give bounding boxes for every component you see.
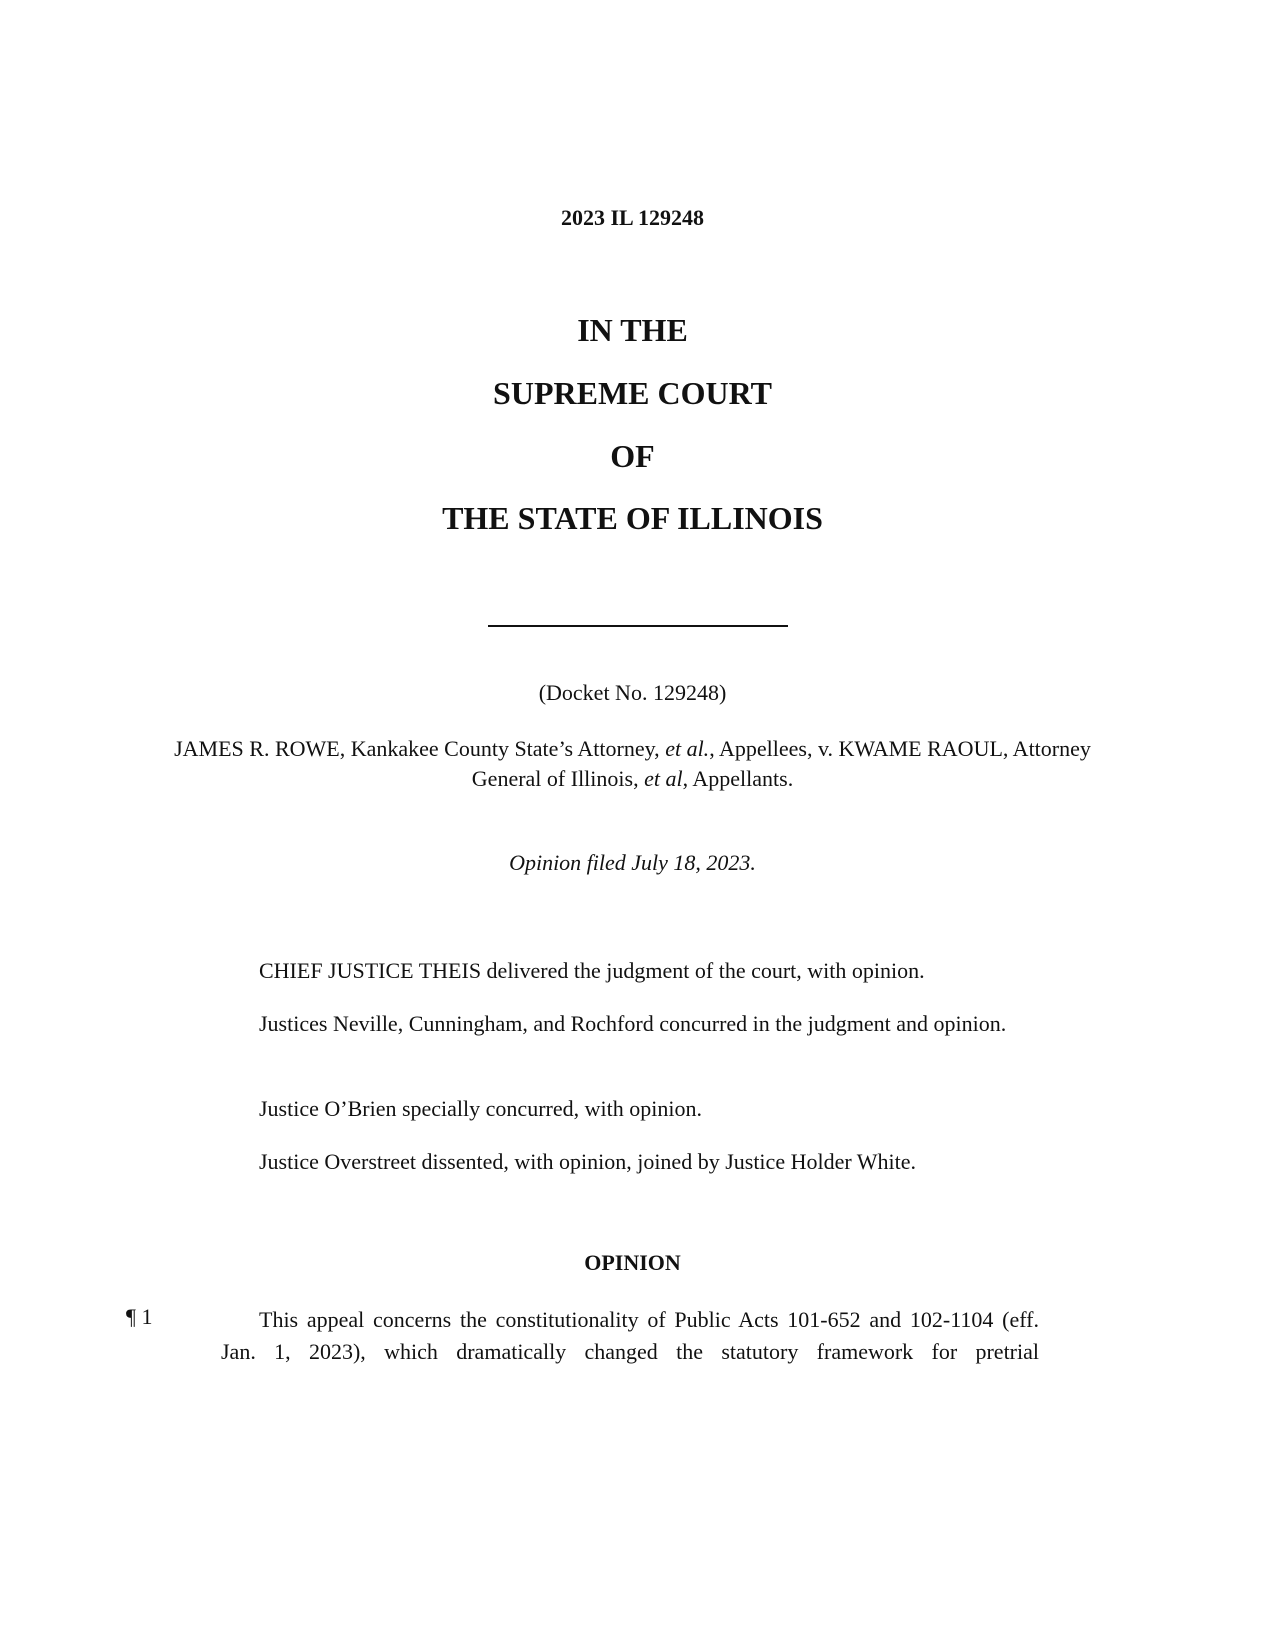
justice-statement-concurred: Justices Neville, Cunningham, and Rochford concurred in the judgment and opinion. (259, 1011, 1007, 1036)
justice-statement-delivered: CHIEF JUSTICE THEIS delivered the judgment of the court, with opinion. (259, 958, 925, 983)
caption-part-1: JAMES R. ROWE, Kankakee County State’s Attorney, (174, 736, 666, 761)
opinion-filed-date: Opinion filed July 18, 2023. (509, 850, 756, 875)
caption-et-al-2: et al (644, 766, 683, 791)
court-title-line-1: IN THE (577, 312, 688, 348)
court-title-line-2: SUPREME COURT (493, 375, 772, 411)
opinion-paragraph-1: This appeal concerns the constitutionality of Public Acts 101-652 and 102-1104 (eff. Jan. 1, 2023), which dramatically changed the statutory framework for pretrial (221, 1307, 1039, 1364)
court-title-line-3: OF (610, 438, 655, 474)
paragraph-number: ¶ 1 (126, 1304, 153, 1329)
horizontal-divider (488, 625, 788, 627)
court-title-line-4: THE STATE OF ILLINOIS (442, 500, 823, 536)
caption-part-2: , Appellees, v. KWAME RAOUL, Attorney General of Illinois, (471, 736, 1091, 791)
case-citation: 2023 IL 129248 (560, 205, 705, 230)
justice-statement-special-concurrence: Justice O’Brien specially concurred, with opinion. (259, 1096, 702, 1121)
docket-number: (Docket No. 129248) (538, 680, 727, 705)
caption-et-al-1: et al. (665, 736, 710, 761)
case-caption (140, 734, 1125, 794)
justice-statement-dissent: Justice Overstreet dissented, with opinion, joined by Justice Holder White. (259, 1149, 917, 1174)
opinion-heading: OPINION (584, 1250, 681, 1275)
caption-part-3: , Appellants. (682, 766, 794, 791)
